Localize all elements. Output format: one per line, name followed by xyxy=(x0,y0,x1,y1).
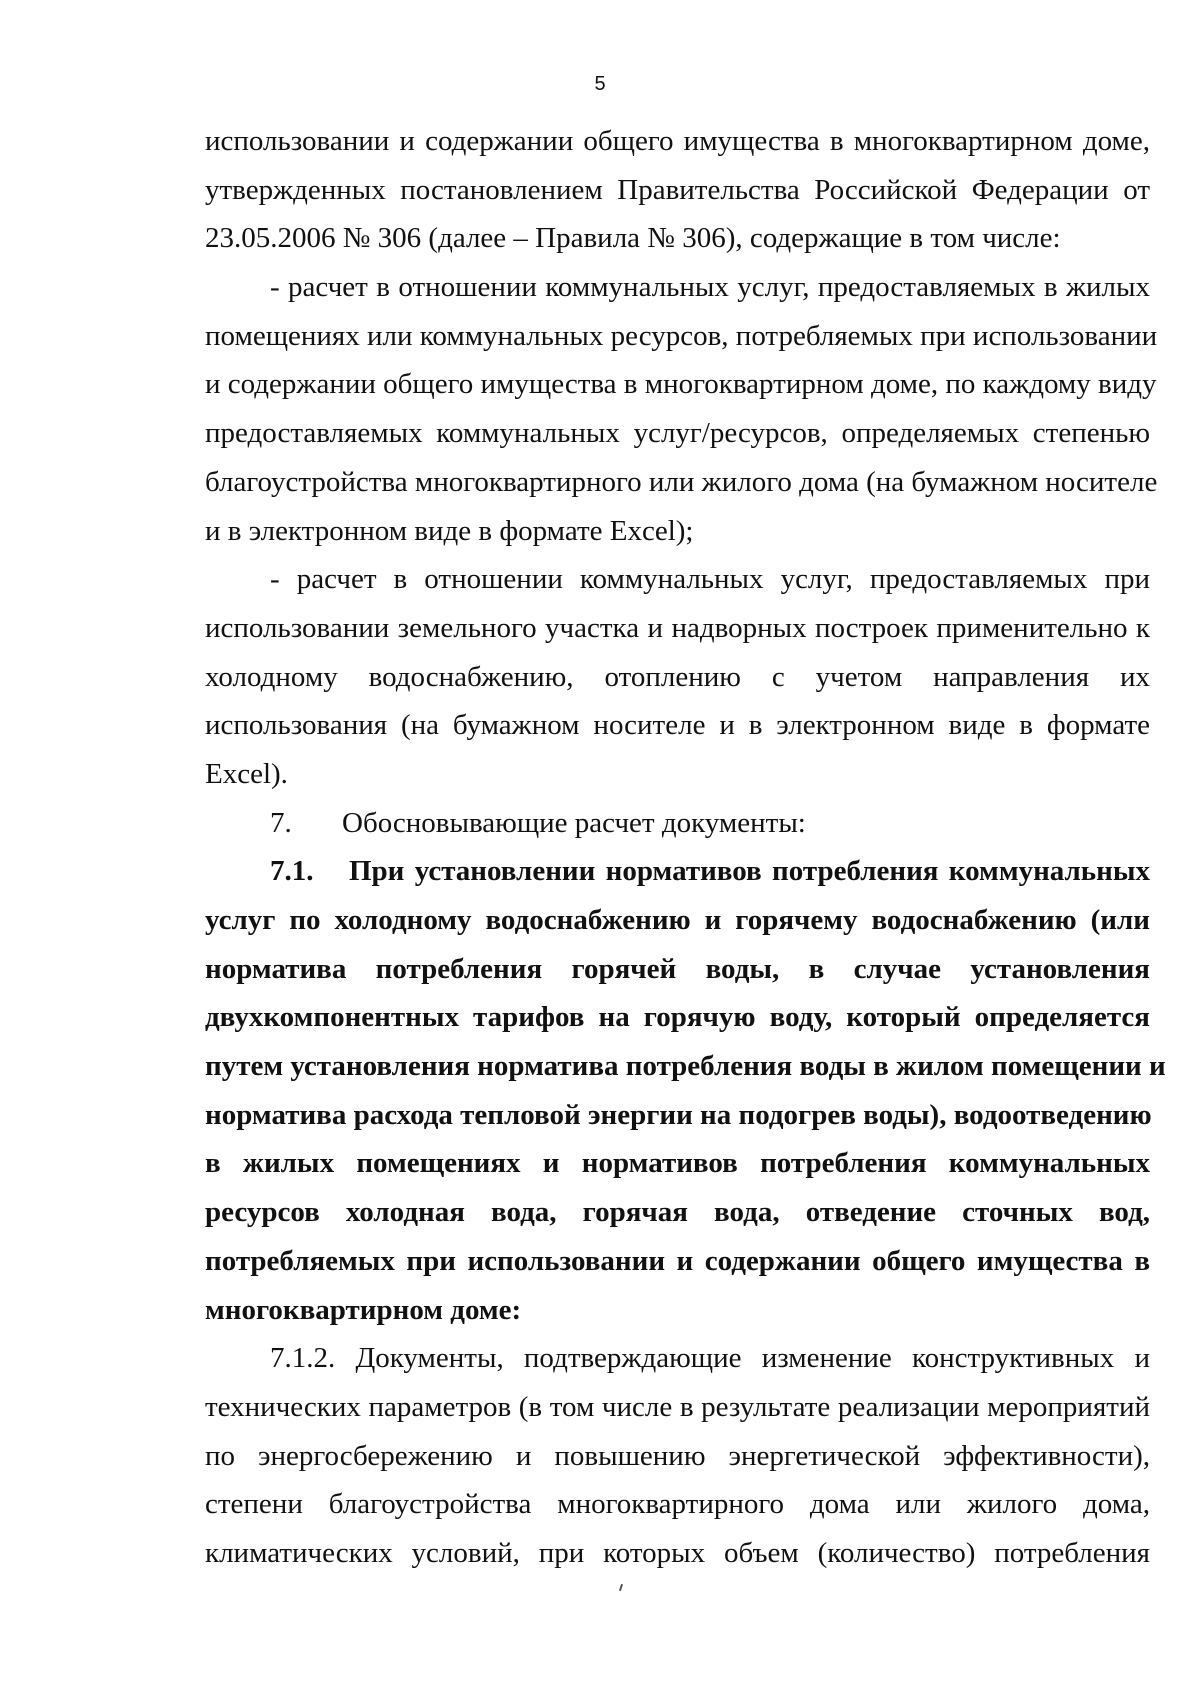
section-number: 7. xyxy=(270,806,292,839)
text-line: и в электронном виде в формате Excel); xyxy=(205,514,694,547)
section-title: Обосновывающие расчет документы: xyxy=(342,806,806,839)
text-line: в жилых помещениях и нормативов потребления коммунальных xyxy=(205,1147,1150,1180)
text-line: утвержденных постановлением Правительства Российской Федерации от xyxy=(205,173,1150,206)
subsection-number: 7.1. xyxy=(270,855,314,888)
paragraph-residential-calculation xyxy=(205,263,1158,555)
text-line: ресурсов холодная вода, горячая вода, отведение сточных вод, xyxy=(205,1196,1150,1229)
text-line: 23.05.2006 № 306 (далее – Правила № 306), содержащие в том числе: xyxy=(205,222,1061,255)
text-line: норматива расхода тепловой энергии на подогрев воды), водоотведению xyxy=(205,1098,1152,1131)
text-line: - расчет в отношении коммунальных услуг, предоставляемых в жилых xyxy=(270,271,1150,304)
text-line: и содержании общего имущества в многоквартирном доме, по каждому виду xyxy=(205,368,1157,401)
text-line: использования (на бумажном носителе и в электронном виде в формате xyxy=(205,709,1150,742)
text-line: холодному водоснабжению, отоплению с учетом направления их xyxy=(205,660,1150,693)
page-number: 5 xyxy=(594,73,606,95)
subsection-first-text: При установлении нормативов потребления коммунальных xyxy=(349,855,1150,888)
text-line: услуг по холодному водоснабжению и горячему водоснабжению (или xyxy=(205,904,1150,936)
section-7-1-paragraph xyxy=(205,847,1166,1334)
text-line: двухкомпонентных тарифов на горячую воду, который определяется xyxy=(205,1001,1150,1034)
text-line: использовании земельного участка и надворных построек применительно к xyxy=(205,611,1150,644)
text-line: путем установления норматива потребления воды в жилом помещении и xyxy=(205,1050,1166,1083)
text-line: степени благоустройства многоквартирного дома или жилого дома, xyxy=(205,1488,1150,1521)
text-line: потребляемых при использовании и содержании общего имущества в xyxy=(205,1244,1150,1277)
text-line: технических параметров (в том числе в результате реализации мероприятий xyxy=(205,1390,1150,1423)
text-line: использовании и содержании общего имущества в многоквартирном доме, xyxy=(205,125,1150,157)
text-line: климатических условий, при которых объем (количество) потребления xyxy=(205,1536,1150,1569)
section-heading-line xyxy=(205,847,1150,896)
text-line: помещениях или коммунальных ресурсов, потребляемых при использовании xyxy=(205,319,1158,352)
text-line: благоустройства многоквартирного или жилого дома (на бумажном носителе xyxy=(205,465,1158,498)
text-line: предоставляемых коммунальных услуг/ресурсов, определяемых степенью xyxy=(205,417,1150,450)
text-line: по энергосбережению и повышению энергетической эффективности), xyxy=(205,1439,1150,1472)
document-body xyxy=(205,117,1166,1578)
section-7-1-2-paragraph xyxy=(205,1334,1150,1577)
paragraph-rules-reference xyxy=(205,117,1150,263)
section-heading-line xyxy=(205,799,1150,848)
scan-mark xyxy=(619,1584,623,1591)
text-line: - расчет в отношении коммунальных услуг, предоставляемых при xyxy=(270,563,1150,596)
text-line: Excel). xyxy=(205,757,288,790)
text-line: многоквартирном доме: xyxy=(205,1293,522,1326)
section-7-heading xyxy=(205,799,1150,848)
text-line: норматива потребления горячей воды, в случае установления xyxy=(205,952,1150,985)
text-line: 7.1.2. Документы, подтверждающие изменение конструктивных и xyxy=(270,1342,1150,1375)
paragraph-land-plot-calculation xyxy=(205,555,1150,798)
